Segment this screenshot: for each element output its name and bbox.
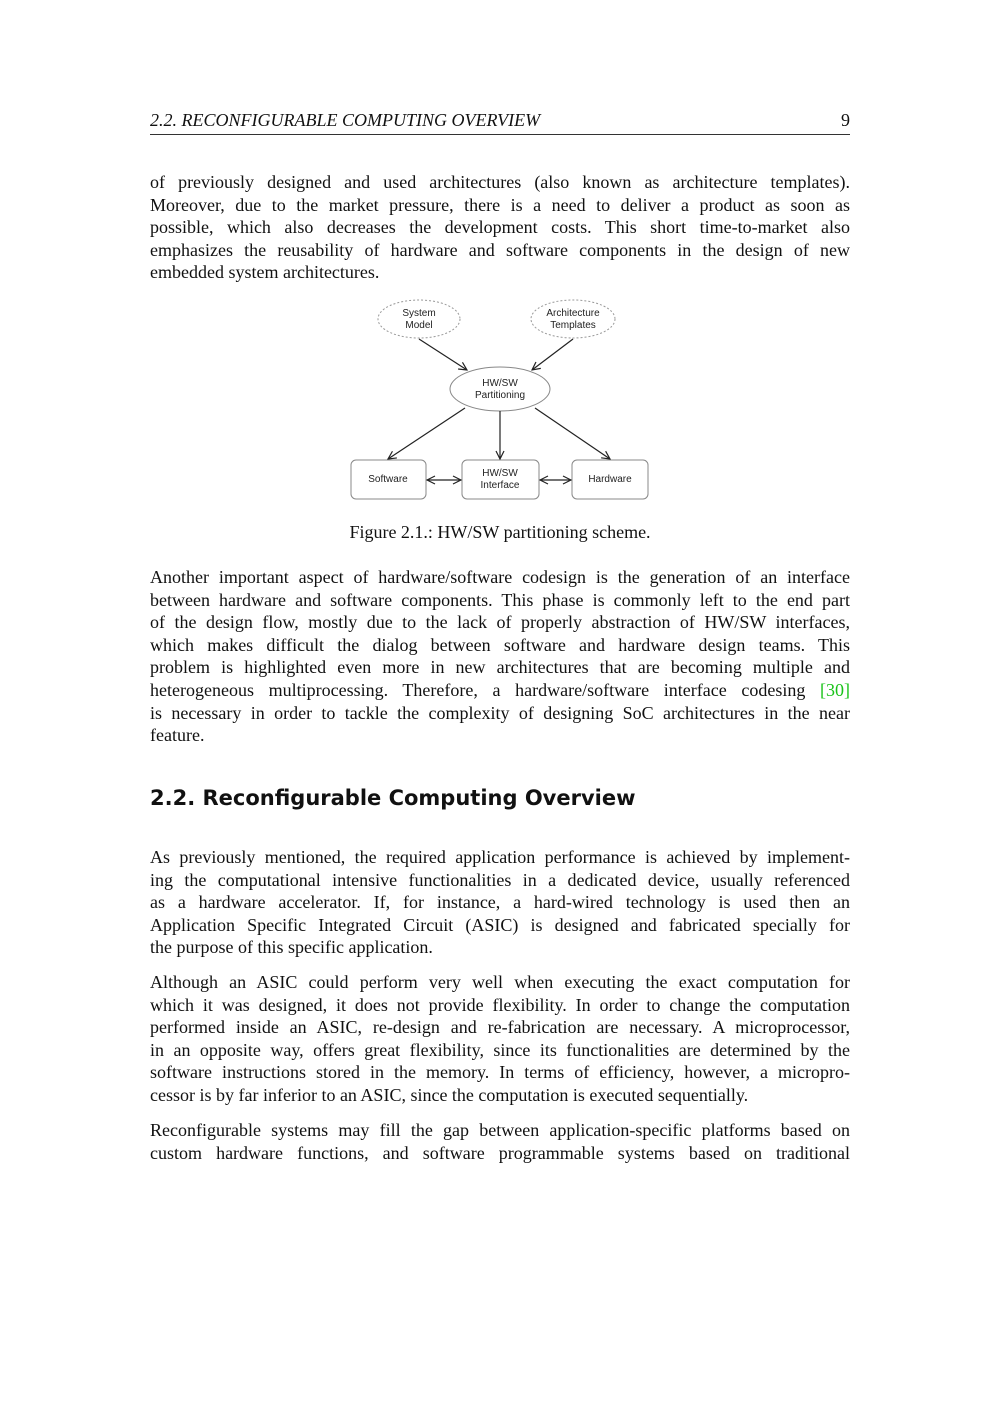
line-text: ing the computational intensive functionalities in a dedicated device, usually referenced — [150, 869, 850, 890]
arrow-partitioning-to-software — [388, 408, 465, 459]
svg-text:Architecture: Architecture — [546, 308, 600, 319]
line-text: Although an ASIC could perform very well when executing the exact computation for — [150, 972, 850, 992]
line-text: the purpose of this specific application. — [150, 937, 433, 958]
text-line — [150, 589, 850, 612]
svg-text:HW/SW: HW/SW — [482, 468, 518, 479]
node-hw-sw-interface — [462, 460, 539, 499]
line-text: Moreover, due to the market pressure, there is a need to deliver a product as soon as — [150, 194, 850, 215]
svg-text:Hardware: Hardware — [588, 474, 632, 485]
line-text: is necessary in order to tackle the complexity of designing SoC architectures in the near — [150, 702, 850, 723]
text-line — [150, 634, 850, 657]
text-line — [150, 1142, 850, 1165]
line-text: problem is highlighted even more in new architectures that are becoming multiple and — [150, 657, 850, 678]
line-text: emphasizes the reusability of hardware and software components in the design of new — [150, 239, 850, 260]
line-text: in an opposite way, offers great flexibility, since its functionalities are determined by the — [150, 1039, 850, 1060]
line-text: embedded system architectures. — [150, 262, 380, 283]
text-line — [150, 1119, 850, 1142]
text-line — [150, 656, 850, 679]
line-text: performed inside an ASIC, re-design and re-fabrication are necessary. A microprocessor, — [150, 1017, 850, 1038]
text-line — [150, 869, 850, 892]
text-line — [150, 702, 850, 725]
line-text: feature. — [150, 725, 205, 746]
line-text: cessor is by far inferior to an ASIC, since the computation is executed sequentially. — [150, 1084, 749, 1105]
line-text: possible, which also decreases the development costs. This short time-to-market also — [150, 217, 850, 238]
line-text: software instructions stored in the memory. In terms of efficiency, however, a micropro- — [150, 1062, 850, 1083]
paragraph — [150, 971, 850, 1107]
line-text: heterogeneous multiprocessing. Therefore, a hardware/software interface codesing — [150, 679, 806, 700]
text-line — [150, 1061, 850, 1084]
line-text: of previously designed and used architectures (also known as architecture templates). — [150, 172, 850, 192]
line-text: between hardware and software components. This phase is commonly left to the end part — [150, 589, 850, 610]
node-hardware — [572, 460, 648, 499]
node-system-model — [378, 300, 460, 338]
line-text: custom hardware functions, and software programmable systems based on traditional — [150, 1142, 850, 1163]
line-text: which it was designed, it does not provide flexibility. In order to change the computation — [150, 994, 850, 1015]
text-line — [150, 994, 850, 1017]
line-text: As previously mentioned, the required application performance is achieved by implement- — [150, 847, 850, 867]
line-text: Reconfigurable systems may fill the gap between application-specific platforms based on — [150, 1120, 850, 1140]
figure-caption: Figure 2.1.: HW/SW partitioning scheme. — [349, 522, 651, 542]
header-section-title: 2.2. RECONFIGURABLE COMPUTING OVERVIEW — [150, 110, 541, 130]
node-software — [351, 460, 426, 499]
text-line — [150, 1084, 850, 1107]
text-line — [150, 846, 850, 869]
line-text: which makes difficult the dialog between software and hardware design teams. This — [150, 634, 850, 655]
text-line — [150, 611, 850, 634]
page-number: 9 — [841, 110, 850, 130]
section-heading: 2.2. Reconfigurable Computing Overview — [150, 786, 636, 810]
arrow-templates-to-partitioning — [532, 339, 573, 370]
text-line — [150, 891, 850, 914]
citation-link[interactable]: [30] — [820, 679, 850, 700]
text-line — [150, 914, 850, 937]
line-text: Application Specific Integrated Circuit (ASIC) is designed and fabricated specially for — [150, 914, 850, 935]
paragraph — [150, 846, 850, 959]
arrow-partitioning-to-hardware — [535, 408, 610, 459]
text-line — [150, 971, 850, 994]
svg-text:Interface: Interface — [480, 480, 520, 491]
text-line — [150, 1039, 850, 1062]
text-line — [150, 679, 850, 702]
svg-text:HW/SW: HW/SW — [482, 378, 518, 389]
svg-text:Model: Model — [405, 320, 433, 331]
svg-text:System: System — [402, 308, 436, 319]
svg-text:Templates: Templates — [550, 320, 596, 331]
line-text: as a hardware accelerator. If, for instance, a hard-wired technology is used then an — [150, 892, 850, 913]
text-line — [150, 566, 850, 589]
paragraph — [150, 566, 850, 747]
hw-sw-partitioning-diagram — [0, 0, 1000, 520]
svg-text:Partitioning: Partitioning — [474, 390, 526, 401]
svg-text:Software: Software — [368, 474, 408, 485]
line-text: Another important aspect of hardware/software codesign is the generation of an interface — [150, 567, 850, 587]
arrow-model-to-partitioning — [419, 339, 467, 370]
text-line — [150, 1016, 850, 1039]
node-hw-sw-partitioning — [450, 367, 550, 411]
text-line — [150, 724, 850, 747]
node-architecture-templates — [531, 300, 615, 338]
paragraph — [150, 1119, 850, 1164]
line-text: of the design flow, mostly due to the lack of properly abstraction of HW/SW interfaces, — [150, 612, 850, 633]
text-line — [150, 936, 850, 959]
